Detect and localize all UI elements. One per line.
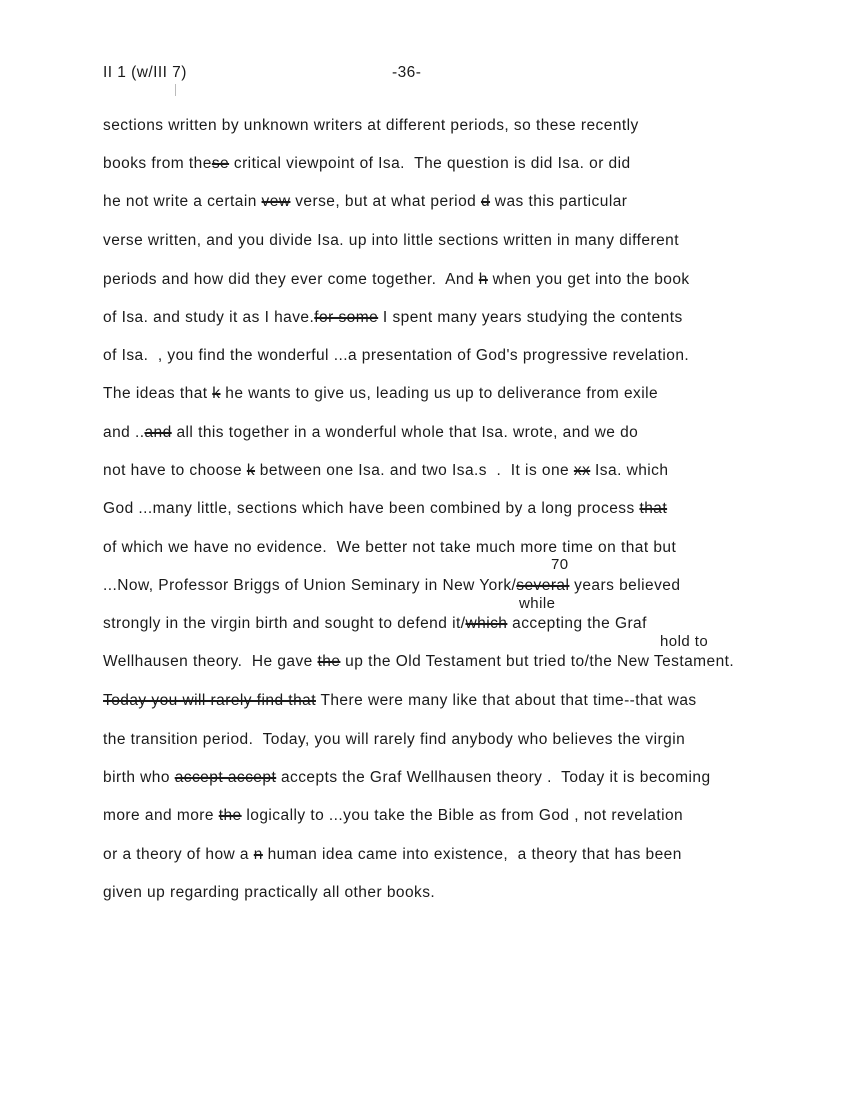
struck-text: k (246, 462, 256, 479)
text-segment: Wellhausen theory. He gave (103, 653, 318, 670)
text-segment: all this together in a wonderful whole that Isa. wrote, and we do (171, 424, 639, 441)
text-segment: Isa. which (590, 462, 669, 479)
struck-text: accept accept (174, 769, 277, 786)
interlinear-note: hold to (660, 633, 709, 650)
text-segment: God ...many little, sections which have been combined by a long process (103, 500, 640, 517)
text-line (103, 730, 685, 750)
struck-text: xx (573, 462, 591, 479)
text-segment: accepting the Graf (507, 615, 647, 632)
text-segment: between one Isa. and two Isa.s . It is one (255, 462, 574, 479)
text-segment: of Isa. and study it as I have. (103, 309, 315, 326)
text-line (103, 116, 639, 136)
text-line (103, 231, 679, 251)
text-line (103, 270, 690, 290)
text-segment: up the Old Testament but tried to/the New Testament. (340, 653, 735, 670)
struck-text: se (211, 155, 230, 172)
struck-text: d (480, 193, 491, 210)
struck-text: the (317, 653, 341, 670)
struck-text: which (465, 615, 508, 632)
text-segment: The ideas that (103, 385, 213, 402)
text-segment: and .. (103, 424, 145, 441)
text-segment: I spent many years studying the contents (378, 309, 683, 326)
text-line (103, 346, 689, 366)
struck-text: n (253, 846, 263, 863)
struck-text: several (516, 577, 570, 594)
text-line (103, 883, 435, 903)
text-segment: strongly in the virgin birth and sought to defend it/ (103, 615, 466, 632)
text-line (103, 499, 667, 519)
text-line (103, 691, 697, 711)
text-line (103, 308, 683, 328)
text-segment: given up regarding practically all other books. (103, 884, 436, 901)
interlinear-note: 70 (551, 556, 569, 573)
text-segment: human idea came into existence, a theory that has been (262, 846, 682, 863)
text-line (103, 192, 627, 212)
text-line (103, 845, 682, 865)
text-line (103, 576, 680, 596)
struck-text: and (144, 424, 172, 441)
text-line (103, 614, 647, 634)
struck-text: Today you will rarely find that (103, 692, 316, 709)
text-segment: when you get into the book (487, 271, 690, 288)
text-segment: or a theory of how a (103, 846, 254, 863)
pencil-mark (175, 84, 176, 96)
text-segment: critical viewpoint of Isa. The question is did Isa. or did (229, 155, 631, 172)
text-segment: he not write a certain (103, 193, 262, 210)
text-line (103, 652, 734, 672)
struck-text: the (218, 807, 242, 824)
text-segment: he wants to give us, leading us up to deliverance from exile (220, 385, 659, 402)
text-segment: verse, but at what period (290, 193, 481, 210)
page-number: -36- (392, 64, 422, 81)
struck-text: vew (261, 193, 291, 210)
text-line (103, 154, 631, 174)
text-line (103, 461, 668, 481)
text-segment: the transition period. Today, you will rarely find anybody who believes the virgin (103, 731, 686, 748)
text-line (103, 423, 638, 443)
struck-text: that (639, 500, 668, 517)
interlinear-note: while (519, 595, 556, 612)
text-segment: years believed (569, 577, 681, 594)
text-segment: not have to choose (103, 462, 247, 479)
struck-text: for some (314, 309, 379, 326)
text-line (103, 384, 658, 404)
text-segment: books from the (103, 155, 212, 172)
text-segment: of which we have no evidence. We better not take much more time on that but (103, 539, 677, 556)
text-segment: of Isa. , you find the wonderful ...a presentation of God's progressive revelation. (103, 347, 690, 364)
text-segment: accepts the Graf Wellhausen theory . Today it is becoming (276, 769, 711, 786)
struck-text: h (478, 271, 488, 288)
text-line (103, 538, 676, 558)
text-segment: verse written, and you divide Isa. up into little sections written in many different (103, 232, 679, 249)
text-segment: ...Now, Professor Briggs of Union Seminary in New York/ (103, 577, 517, 594)
text-segment: more and more (103, 807, 219, 824)
text-segment: logically to ...you take the Bible as from God , not revelation (241, 807, 684, 824)
text-segment: birth who (103, 769, 175, 786)
text-segment: was this particular (490, 193, 628, 210)
text-segment: sections written by unknown writers at different periods, so these recently (103, 117, 639, 134)
section-reference: II 1 (w/III 7) (103, 64, 187, 81)
text-segment: There were many like that about that time--that was (315, 692, 697, 709)
struck-text: k (212, 385, 221, 402)
text-segment: periods and how did they ever come together. And (103, 271, 479, 288)
text-line (103, 768, 711, 788)
text-line (103, 806, 683, 826)
